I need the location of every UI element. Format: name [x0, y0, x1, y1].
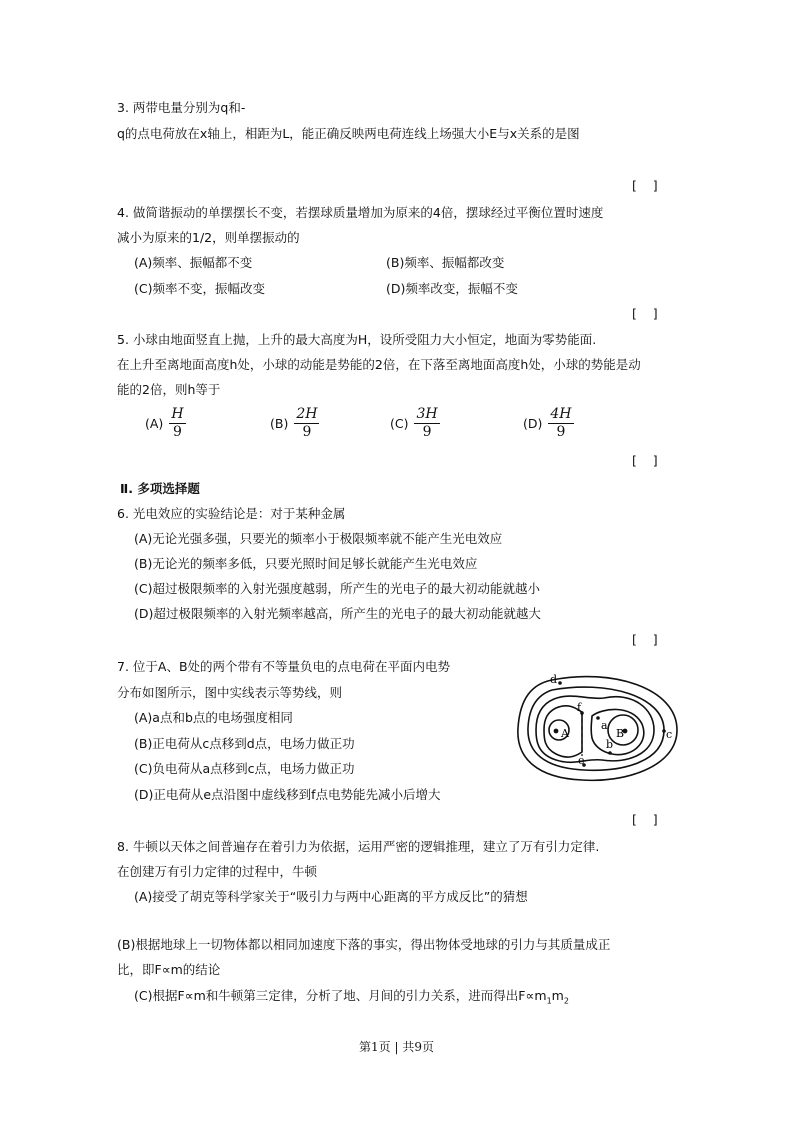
denominator: 9 [422, 424, 432, 440]
numerator: 3H [416, 406, 438, 422]
q7-line1: 7. 位于A、B处的两个带有不等量负电的点电荷在平面内电势 [117, 659, 451, 674]
q3-line1: 3. 两带电量分别为q和- [117, 100, 246, 115]
denominator: 9 [556, 424, 566, 440]
numerator: H [171, 406, 184, 422]
q8-line2: 在创建万有引力定律的过程中，牛顿 [117, 864, 318, 879]
page-footer: 第1页 | 共9页 [359, 1040, 434, 1054]
q5-option-d [523, 406, 574, 441]
label-e: e [578, 754, 585, 767]
q6-line1: 6. 光电效应的实验结论是：对于某种金属 [117, 506, 346, 521]
q8-option-c-text: (C)根据F∝m和牛顿第三定律，分析了地、月间的引力关系，进而得出F∝m [134, 988, 547, 1003]
q5-bracket: [ ] [632, 453, 658, 468]
q6-option-b: (B)无论光的频率多低，只要光照时间足够长就能产生光电效应 [134, 556, 478, 571]
option-label: (D) [523, 416, 543, 431]
numerator: 2H [296, 406, 318, 422]
label-b: b [606, 738, 614, 751]
q8-option-b-line2: 比，即F∝m的结论 [117, 962, 221, 977]
q5-line2: 在上升至离地面高度h处，小球的动能是势能的2倍，在下落至离地面高度h处，小球的势能是动 [117, 357, 641, 372]
q4-option-d: (D)频率改变，振幅不变 [386, 281, 518, 296]
q4-option-a: (A)频率、振幅都不变 [134, 255, 253, 270]
q6-option-d: (D)超过极限频率的入射光频率越高，所产生的光电子的最大初动能就越大 [134, 606, 541, 621]
q5-line3: 能的2倍，则h等于 [117, 382, 221, 397]
numerator: 4H [550, 406, 572, 422]
label-B: B [616, 727, 625, 740]
q7-bracket: [ ] [632, 812, 658, 827]
q4-line1: 4. 做简谐振动的单摆摆长不变，若摆球质量增加为原来的4倍，摆球经过平衡位置时速度 [117, 205, 604, 220]
label-A: A [561, 727, 569, 740]
label-d: d [550, 673, 558, 686]
denominator: 9 [302, 424, 312, 440]
q8-option-b-line1: (B)根据地球上一切物体都以相同加速度下落的事实，得出物体受地球的引力与其质量成正 [117, 937, 611, 952]
q4-option-b: (B)频率、振幅都改变 [386, 255, 505, 270]
label-c: c [666, 728, 673, 741]
q8-option-c [134, 988, 569, 1010]
q3-bracket: [ ] [632, 178, 658, 193]
q4-line2: 减小为原来的1/2，则单摆振动的 [117, 230, 300, 245]
q5-option-a [145, 406, 186, 441]
option-label: (C) [390, 416, 409, 431]
q8-line1: 8. 牛顿以天体之间普遍存在着引力为依据，运用严密的逻辑推理，建立了万有引力定律. [117, 839, 600, 854]
denominator: 9 [172, 424, 182, 440]
q6-bracket: [ ] [632, 632, 658, 647]
q7-option-c: (C)负电荷从a点移到c点，电场力做正功 [134, 761, 355, 776]
q7-option-d: (D)正电荷从e点沿图中虚线移到f点电势能先减小后增大 [134, 787, 441, 802]
q5-option-b [270, 406, 319, 441]
q5-line1: 5. 小球由地面竖直上抛，上升的最大高度为H，设所受阻力大小恒定，地面为零势能面. [117, 332, 597, 347]
label-f: f [577, 701, 582, 714]
option-label: (B) [270, 416, 289, 431]
q4-bracket: [ ] [632, 306, 658, 321]
q7-option-b: (B)正电荷从c点移到d点，电场力做正功 [134, 736, 355, 751]
q3-line2: q的点电荷放在x轴上，相距为L，能正确反映两电荷连线上场强大小E与x关系的是图 [117, 126, 580, 141]
q6-option-c: (C)超过极限频率的入射光强度越弱，所产生的光电子的最大初动能就越小 [134, 581, 540, 596]
subscript: 1 [546, 996, 552, 1006]
subscript: 2 [563, 996, 569, 1006]
q7-option-a: (A)a点和b点的电场强度相同 [134, 710, 293, 725]
section-heading: Ⅱ. 多项选择题 [120, 481, 200, 496]
option-label: (A) [145, 416, 164, 431]
q6-option-a: (A)无论光强多强，只要光的频率小于极限频率就不能产生光电效应 [134, 531, 503, 546]
q7-line2: 分布如图所示，图中实线表示等势线，则 [117, 685, 343, 700]
q4-option-c: (C)频率不变，振幅改变 [134, 281, 265, 296]
label-a: a [601, 719, 608, 732]
q8-option-c-m: m [551, 988, 564, 1003]
q5-option-c [390, 406, 440, 441]
equipotential-figure [512, 668, 687, 783]
q8-option-a: (A)接受了胡克等科学家关于“吸引力与两中心距离的平方成反比”的猜想 [134, 889, 528, 904]
